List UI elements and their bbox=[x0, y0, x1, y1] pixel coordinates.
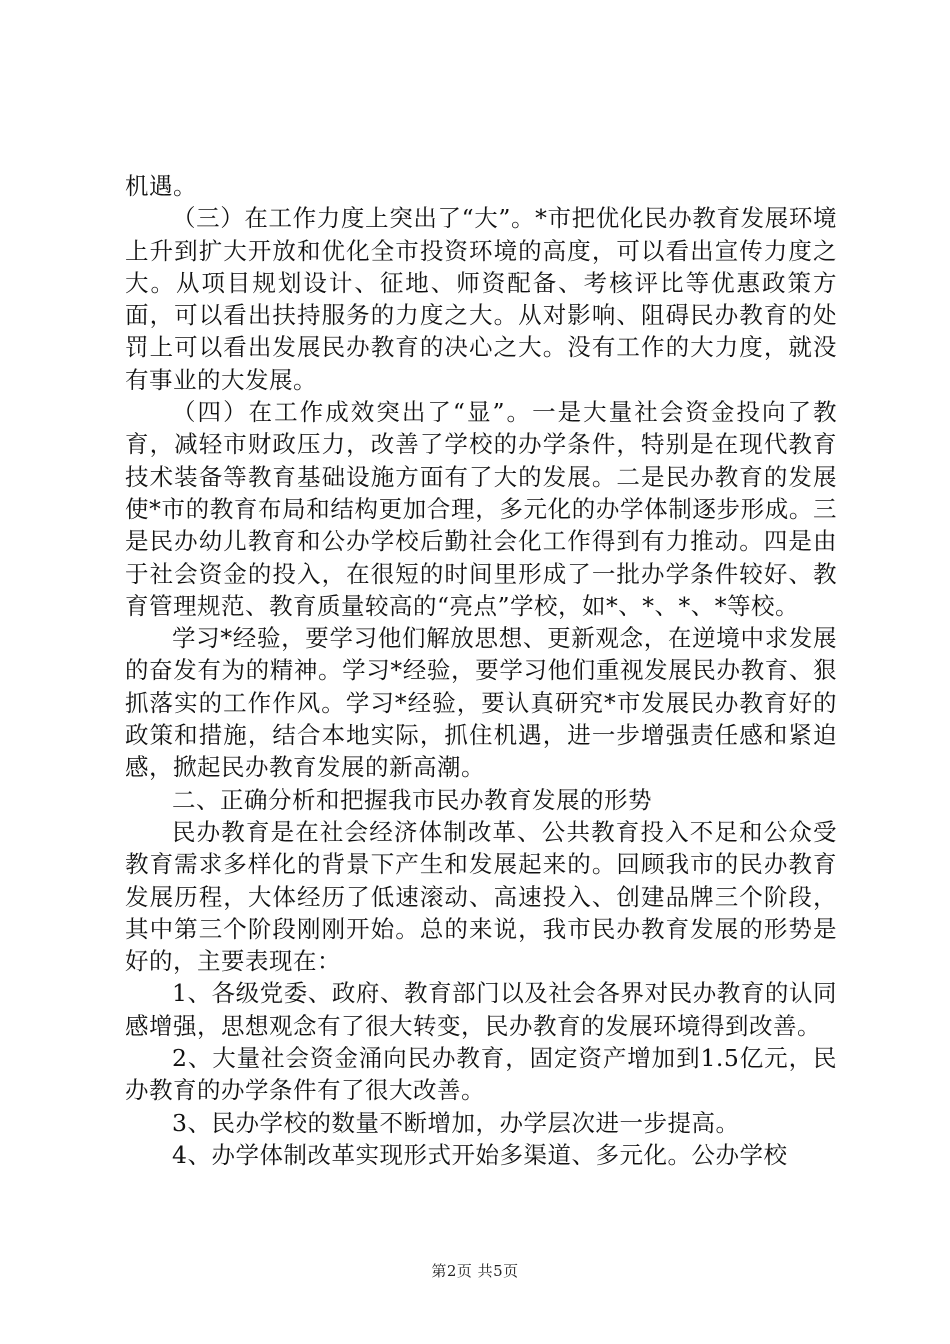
paragraph: （四）在工作成效突出了“显”。一是大量社会资金投向了教育，减轻市财政压力，改善了学校的办学条件，特别是在现代教育技术装备等教育基础设施方面有了大的发展。二是民办教育的发展使*市的教育布局和结构更加合理，多元化的办学体制逐步形成。三是民办幼儿教育和公办学校后勤社会化工作得到有力推动。四是由于社会资金的投入，在很短的时间里形成了一批办学条件较好、教育管理规范、教育质量较高的“亮点”学校，如*、*、*、*等校。 bbox=[125, 398, 837, 620]
list-item: 3、民办学校的数量不断增加，办学层次进一步提高。 bbox=[172, 1108, 740, 1137]
section-heading: 二、正确分析和把握我市民办教育发展的形势 bbox=[172, 785, 652, 814]
paragraph: （三）在工作力度上突出了“大”。*市把优化民办教育发展环境上升到扩大开放和优化全市投资环境的高度，可以看出宣传力度之大。从项目规划设计、征地、师资配备、考核评比等优惠政策方面，可以看出扶持服务的力度之大。从对影响、阻碍民办教育的处罚上可以看出发展民办教育的决心之大。没有工作的大力度，就没有事业的大发展。 bbox=[125, 204, 837, 394]
paragraph: 民办教育是在社会经济体制改革、公共教育投入不足和公众受教育需求多样化的背景下产生和发展起来的。回顾我市的民办教育发展历程，大体经历了低速滚动、高速投入、创建品牌三个阶段，其中第三个阶段刚刚开始。总的来说，我市民办教育发展的形势是好的，主要表现在： bbox=[125, 817, 837, 976]
document-body bbox=[125, 170, 837, 1171]
list-item: 1、各级党委、政府、教育部门以及社会各界对民办教育的认同感增强，思想观念有了很大转变，民办教育的发展环境得到改善。 bbox=[125, 979, 837, 1040]
paragraph: 学习*经验，要学习他们解放思想、更新观念，在逆境中求发展的奋发有为的精神。学习*经验，要学习他们重视发展民办教育、狠抓落实的工作作风。学习*经验，要认真研究*市发展民办教育好的政策和措施，结合本地实际，抓住机遇，进一步增强责任感和紧迫感，掀起民办教育发展的新高潮。 bbox=[125, 624, 837, 782]
page-number-footer: 第2页 共5页 bbox=[431, 1262, 519, 1280]
paragraph: 机遇。 bbox=[125, 172, 197, 200]
list-item: 2、大量社会资金涌向民办教育，固定资产增加到1.5亿元，民办教育的办学条件有了很大改善。 bbox=[125, 1044, 837, 1105]
list-item: 4、办学体制改革实现形式开始多渠道、多元化。公办学校 bbox=[172, 1140, 788, 1169]
